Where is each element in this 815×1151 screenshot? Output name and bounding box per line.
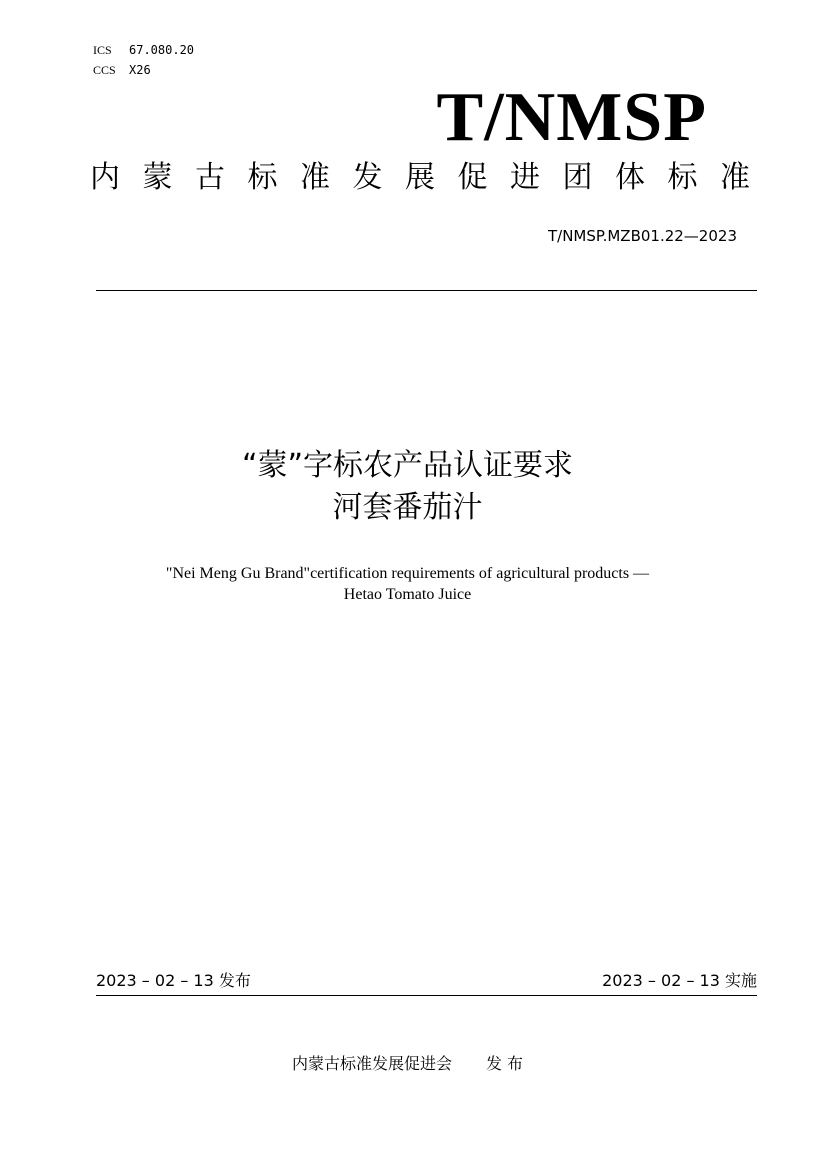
english-title [0, 563, 815, 605]
issuer-action: 发 布 [485, 1054, 524, 1073]
organization-title-char: 蒙 [142, 160, 173, 195]
ccs-label: CCS [93, 63, 116, 77]
chinese-title-line-1: “蒙”字标农产品认证要求 [241, 448, 574, 483]
header-divider [96, 290, 757, 291]
issuer-name: 内蒙古标准发展促进会 [291, 1054, 452, 1073]
organization-title-char: 标 [247, 160, 278, 195]
organization-title-char: 标 [667, 160, 698, 195]
organization-title-char: 古 [195, 160, 225, 195]
implement-date: 2023 – 02 – 13 实施 [602, 971, 757, 990]
organization-title-char: 促 [457, 160, 488, 195]
organization-title [90, 158, 750, 198]
organization-title-char: 准 [720, 160, 750, 195]
organization-title-char: 准 [300, 160, 330, 195]
chinese-title [0, 445, 815, 529]
standard-number: T/NMSP.MZB01.22—2023 [547, 227, 737, 245]
issuer-line [0, 1053, 815, 1075]
ics-code: 67.080.20 [129, 43, 195, 57]
footer-divider [96, 995, 757, 996]
ccs-code: X26 [129, 63, 151, 77]
organization-title-char: 内 [90, 160, 120, 195]
organization-title-char: 团 [562, 160, 593, 195]
date-row [96, 970, 757, 992]
chinese-title-line-2: 河套番茄汁 [332, 490, 483, 525]
english-title-line-2: Hetao Tomato Juice [343, 586, 472, 603]
publish-date: 2023 – 02 – 13 发布 [96, 971, 251, 990]
organization-title-char: 发 [352, 160, 383, 195]
organization-title-char: 进 [510, 160, 540, 195]
standard-brand-mark: T/NMSP [436, 79, 707, 156]
classification-block [93, 40, 194, 80]
english-title-line-1: "Nei Meng Gu Brand"certification requirements of agricultural products — [165, 565, 650, 582]
organization-title-char: 展 [405, 160, 435, 195]
organization-title-char: 体 [615, 160, 645, 195]
ics-label: ICS [93, 43, 112, 57]
